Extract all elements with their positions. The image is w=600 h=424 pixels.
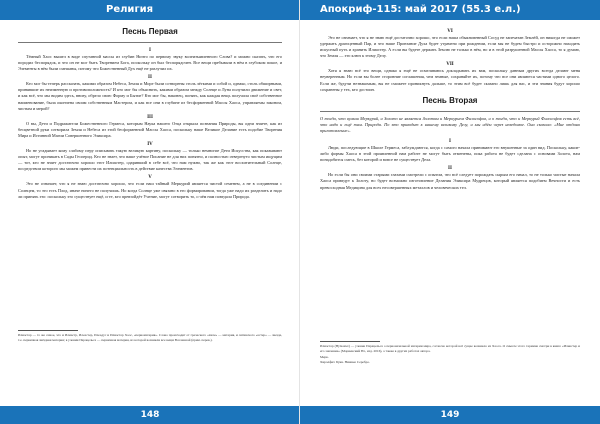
section-text: Хотя я знаю всё это вещи, однако я ещё не осмеливаюсь докладывать их вам, поскольку данным других всегда делают меня неуверенным. Но если вы более сторонние соглашения, чем земные, сохраняйте их, потому что все они являются частями одного целого. Если же, будучи незнакомым, вы не сможете проникнуть дальше, то этим всё будет сказано лишь для вас, и эти знания будут хорошо сохранены у тех, кто достоин.	[320, 68, 580, 92]
section-text: Но если бы они своими старыми глазами смотрели с опытом, что всё следует порождать сырым его начал, то не только чистые начала Хаоса приведут к Золоту, но будет возможно изготовление Делания Эликсира Мудрецов, который является подобием Вечности и есть превосходная Медицина для всех несовершенных металлов и человеческих тел.	[320, 172, 580, 190]
footnote-divider	[320, 341, 380, 342]
section-number: III	[147, 114, 153, 120]
right-footnotes	[320, 341, 580, 366]
right-content	[320, 26, 580, 193]
footnote: Мерк.	[320, 354, 329, 359]
song-title-second: Песнь Вторая	[422, 95, 478, 105]
section-text: Но не угадывает кому слабому перу описывать такую великую картину, поскольку — только немногие Дети Искусства, как показывают опыт, могут проникать в Сады Гесперид. Кто не знает, что ваше учёное Писание не для них понятно, и полностью отвергнуто чистым ищущим — тот, кто не знает достаточно хорошо этот Илиастер, одаривший в себе всё, что нам нужно, так же как этот восхитительный Солнце, посредством которого мы можем привести их потенциальность в действие качества Элементов.	[18, 148, 282, 172]
section-text: Это не означает, что я не знаю ещё достаточно хорошо, что если наша обыкновенный Сосуд не запечатан Землёй, он никогда не сможет удержать драгоценный Пар, и что наше Пронзание Духа будет утрачено при рождении, если мы не будем быстро и осторожно находить искусный путь и хранить Илиастер. А если вы будете держать Землю не только в нём, но и в этой разрушенной Массы Хаоса, то я думаю, что Земля — это ключ к этому Делу.	[320, 35, 580, 59]
section-number: I	[149, 48, 151, 53]
page-number-149: 149	[300, 406, 600, 424]
section-text: Тёмный Хаос вышел в виде спутанной массы из глубин Ничто по первому звуку волеизъявленного Слова? и можно сказать, что его породил беспорядок, и что он не мог быть Творением Бога, поскольку он был беспорядочен. Все вещи пребывали в нём в глубоком покое, и Элементы в нём были смешаны, потому что Божественный Дух ещё не разлучил их.	[18, 54, 282, 72]
left-content	[18, 26, 282, 202]
right-page	[300, 0, 600, 424]
section-number: I	[449, 139, 451, 145]
right-header: Апокриф-115: май 2017 (55.3 е.л.)	[300, 0, 600, 20]
footnote-divider	[18, 330, 78, 331]
section-number: VI	[447, 29, 453, 34]
title-divider	[320, 111, 580, 112]
page-number-148: 148	[0, 406, 300, 424]
footnote: Хиралфит. Букв. Нижнее Серебро.	[320, 360, 370, 365]
section-number: II	[148, 75, 152, 81]
section-number: IV	[147, 142, 153, 148]
footnote: Илиастер (Hyleaster) — учение Парацельса о первоначальной материи мира, согласно которой всё сущее возникло из Хаоса. О смысле этого термина смотри в книге «Илиастер и его значение» (Мориенский Ю., изд. 2016), а также в других работах автора.	[320, 344, 580, 353]
section-number: V	[148, 175, 152, 181]
title-divider	[18, 42, 282, 43]
section-number: II	[448, 166, 452, 172]
section-text: Это не означает, что я не знаю достаточно хорошо, что если наш тайный Меркурий является чистой семенем, а не в соединении с Солнцем, то это есть Плод, иначе ничего не получишь. Но когда Солнце уже связано в его формировании, тогда уже надо их разделить и надо ли принять это: поскольку это существует ещё, и те, кто превзойдёт Учение, могут сотворить то, о чём нам поведала Природа.	[18, 181, 282, 199]
footnote: Илиастер — то же самое, что и Илиастр, Илеастер, Илеадус и Илиастер Хаос, «первоматерия». Слово происходит от греческого «хиле» — материя, и латинского «астер» — звезда, т.е. первичная звёздная материя; в учении Парацельса — первичная материя, из которой возникли все вещи Вселенной (прим. перев.).	[18, 333, 282, 342]
section-text: О вы, Дети и Подражатели Божественного Гермеса, которым Наука нашего Отца открыла познания Природы, вы одни знаете, как из бесцветной руки сотворила Земля и Небеса из этой бесформенной Массы Хаоса, поскольку наше Великое Делание есть подобие Творения Мира и Истинной Магии Совершенного Эликсира.	[18, 120, 282, 138]
section-number: VII	[446, 62, 454, 68]
section-text: Люди, последующие в Школе Гермеса, заблуждаются, когда с самого начала принимают его внушенные за один вид. Поскольку, какие-либо формы Хаоса в этой проявленной нам работе не могут быть отменены, пока работа не будет сделана с основами Золота, нам понадобится смесь, без которой и вовсе не существует Дела.	[320, 145, 580, 163]
epigraph-quote: О тогда, что вулкан Меркурий, и Золото не является Золотом и Меркурием Философов, и о тогда, что и Меркурий Философов есть всё, что надо и ещё там. Природа. По это приводит к нашему великому Делу, и мы идём через неведомое. Она сказала: «Мне отдано приготовление».	[320, 115, 580, 133]
left-header: Религия	[0, 0, 300, 20]
song-title-first: Песнь Первая	[122, 27, 178, 36]
left-footnotes	[18, 330, 282, 344]
section-text: Кто мог бы теперь рассказать, какими образом Небеса, Земля и Море были сотворены столь лёгкими и собой и, однако, столь обширными, принявшие их неизменную и противоположность? И кто мог бы объяснить, какими образом между Солнце и Луна получили движение и свет, и как всё, что мы видим здесь, внизу, обрело свою Форму и Бытие? Кто мог бы, наконец, понять, как каждая вещь получила своё собственное наименование, была окончена своим собственным Мастером, и как все они в глубине из бесформенной Массы Хаоса, управляемы законом, чистым и мерой?	[18, 81, 282, 111]
